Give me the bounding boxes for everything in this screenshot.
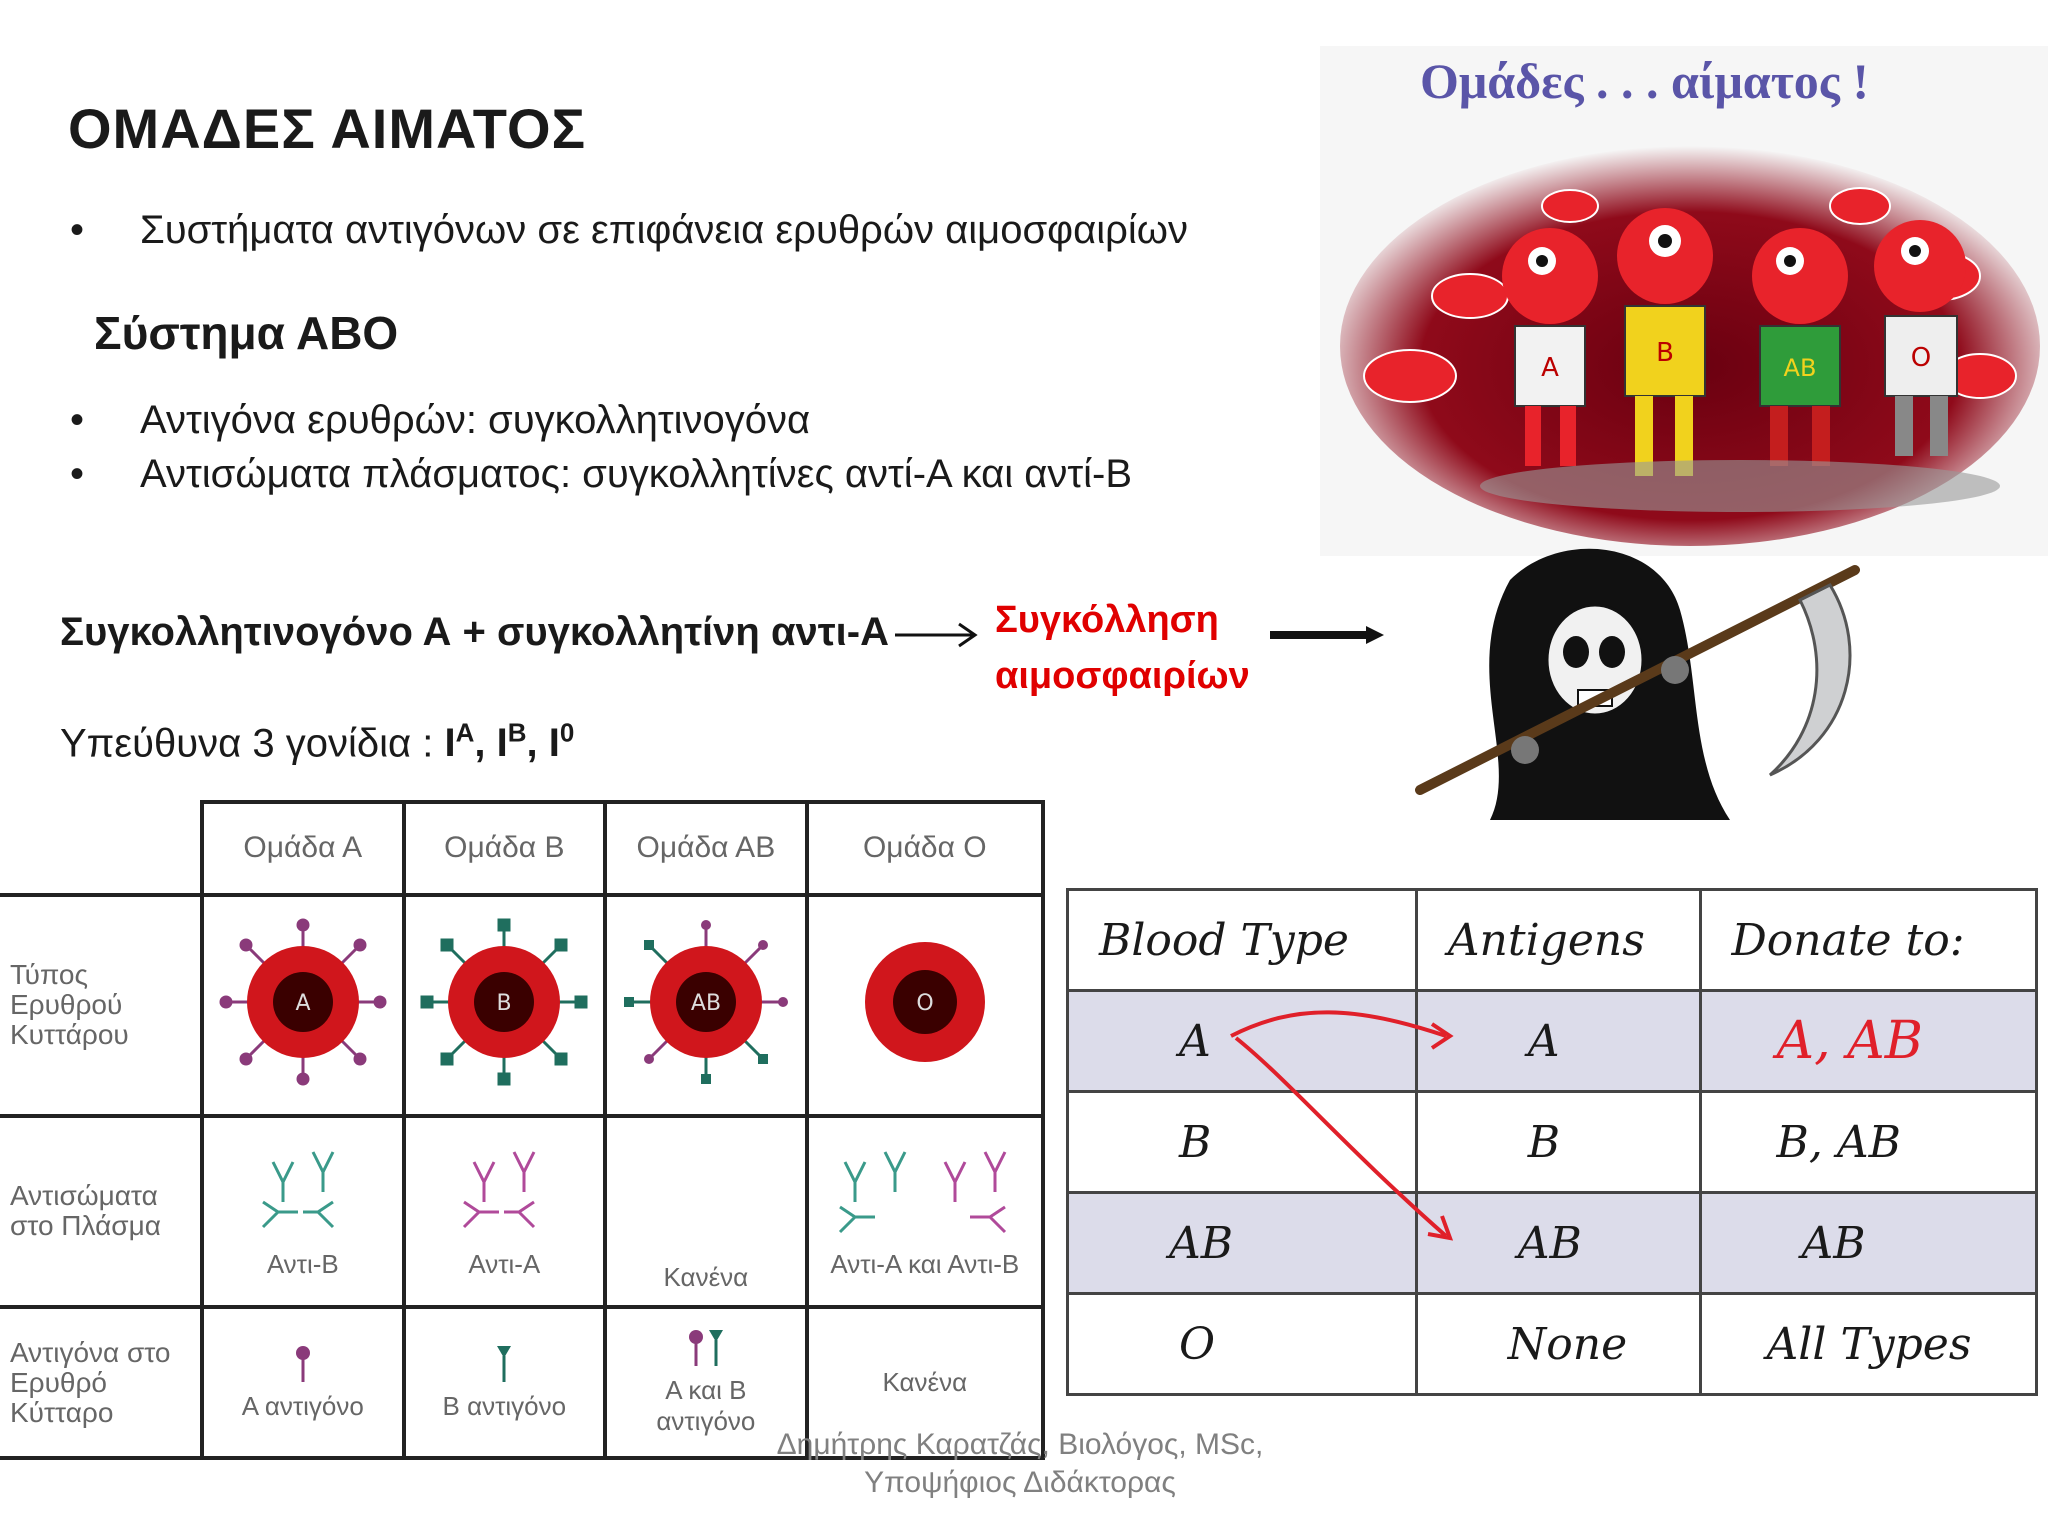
shirt-label-o: O bbox=[1910, 343, 1932, 373]
donate-cell: AB bbox=[1700, 1193, 2036, 1294]
bullet-text: Συστήματα αντιγόνων σε επιφάνεια ερυθρών αιμοσφαιρίων bbox=[140, 208, 1188, 252]
antibody-label: Αντι-Α και Αντι-Β bbox=[830, 1249, 1020, 1280]
col-header: Ομάδα ΑΒ bbox=[605, 802, 807, 895]
row-header: Τύπος Ερυθρού Κυττάρου bbox=[0, 895, 202, 1116]
abo-system-heading: Σύστημα ΑΒΟ bbox=[94, 307, 399, 359]
agglutination-result bbox=[995, 592, 1250, 704]
genes-line: Υπεύθυνα 3 γονίδια : $I^A$, $I^B$, $I^0$ bbox=[60, 718, 575, 766]
col-header: Ομάδα Ο bbox=[807, 802, 1043, 895]
anti-b-antibody-icon bbox=[243, 1142, 363, 1242]
col-header: Ομάδα Α bbox=[202, 802, 404, 895]
reaction-arrow-icon bbox=[895, 620, 980, 650]
shirt-label-ab: AB bbox=[1783, 354, 1817, 382]
antigen-label: Α και Β αντιγόνο bbox=[656, 1375, 756, 1437]
rbc-cell-b bbox=[404, 895, 606, 1116]
blood-type-cell: O bbox=[1068, 1294, 1417, 1395]
bullet-rbc-antigens bbox=[70, 398, 810, 443]
slide-title: ΟΜΑΔΕΣ ΑΙΜΑΤΟΣ bbox=[68, 97, 587, 160]
donate-cell: All Types bbox=[1700, 1294, 2036, 1395]
antigen-cell: AB bbox=[1416, 1193, 1700, 1294]
antibody-cell-b bbox=[404, 1116, 606, 1307]
a-antigen-icon bbox=[288, 1344, 318, 1384]
row-header: Αντιγόνα στο Ερυθρό Κύτταρο bbox=[0, 1307, 202, 1458]
bullet-text: Αντισώματα πλάσματος: συγκολλητίνες αντί-Α και αντί-Β bbox=[140, 452, 1133, 496]
author-footer bbox=[740, 1426, 1300, 1502]
antigen-label: Α αντιγόνο bbox=[241, 1390, 364, 1421]
genes-prefix: Υπεύθυνα 3 γονίδια : bbox=[60, 721, 445, 766]
antibody-cell-ab bbox=[605, 1116, 807, 1307]
bullet-antigen-systems bbox=[70, 208, 1188, 253]
antigen-cell: A bbox=[1416, 991, 1700, 1092]
bullet-text: Αντιγόνα ερυθρών: συγκολλητινογόνα bbox=[140, 398, 811, 442]
svg-text:O: O bbox=[916, 990, 934, 1016]
antibody-label: Αντι-Α bbox=[468, 1249, 541, 1280]
blood-groups-cartoon bbox=[1320, 46, 2048, 556]
antibody-label: Κανένα bbox=[663, 1262, 749, 1293]
col-header: Blood Type bbox=[1068, 890, 1417, 991]
svg-text:AB: AB bbox=[690, 990, 721, 1016]
antibody-cell-o bbox=[807, 1116, 1043, 1307]
row-header: Αντισώματα στο Πλάσμα bbox=[0, 1116, 202, 1307]
ab-antigen-icon bbox=[681, 1328, 731, 1368]
col-header: Antigens bbox=[1416, 890, 1700, 991]
grim-reaper-illustration bbox=[1400, 540, 1880, 840]
reaction-text: Συγκολλητινογόνο Α + συγκολλητίνη αντι-Α bbox=[60, 610, 889, 654]
antigen-cell-a bbox=[202, 1307, 404, 1458]
antigen-cell-b bbox=[404, 1307, 606, 1458]
blood-type-cell: B bbox=[1068, 1092, 1417, 1193]
svg-text:B: B bbox=[496, 990, 512, 1016]
antigen-label: Β αντιγόνο bbox=[442, 1390, 567, 1421]
blood-type-cell: A bbox=[1068, 991, 1417, 1092]
anti-a-and-b-antibody-icon bbox=[825, 1142, 1025, 1242]
abo-groups-table bbox=[0, 800, 1045, 1460]
blood-type-cell: AB bbox=[1068, 1193, 1417, 1294]
donation-arrows-icon bbox=[1066, 888, 2038, 1394]
col-header: Donate to: bbox=[1700, 890, 2036, 991]
antibody-label: Αντι-Β bbox=[266, 1249, 339, 1280]
bullet-plasma-antibodies bbox=[70, 452, 1132, 497]
bullet-symbol: • bbox=[70, 398, 85, 442]
blood-splash-illustration bbox=[1320, 46, 2048, 556]
antigen-cell: B bbox=[1416, 1092, 1700, 1193]
rbc-cell-a bbox=[202, 895, 404, 1116]
rbc-cell-o bbox=[807, 895, 1043, 1116]
blood-type-donation-table bbox=[1066, 888, 2038, 1394]
anti-a-antibody-icon bbox=[444, 1142, 564, 1242]
cartoon-title: Ομάδες . . . αίματος ! bbox=[1420, 53, 1869, 109]
footer-line-1: Δημήτρης Καρατζάς, Βιολόγος, MSc, bbox=[776, 1428, 1264, 1461]
col-header: Ομάδα Β bbox=[404, 802, 606, 895]
rbc-cell-ab bbox=[605, 895, 807, 1116]
antigen-cell: None bbox=[1416, 1294, 1700, 1395]
shirt-label-b: B bbox=[1656, 338, 1674, 368]
antigen-label: Κανένα bbox=[882, 1367, 968, 1398]
donate-cell: A, AB bbox=[1700, 991, 2036, 1092]
bullet-symbol: • bbox=[70, 208, 85, 252]
donate-cell: B, AB bbox=[1700, 1092, 2036, 1193]
shirt-label-a: A bbox=[1541, 353, 1559, 383]
b-antigen-icon bbox=[489, 1344, 519, 1384]
svg-text:A: A bbox=[295, 990, 311, 1016]
table-corner bbox=[0, 802, 202, 895]
antibody-cell-a bbox=[202, 1116, 404, 1307]
death-arrow-icon bbox=[1270, 620, 1385, 650]
result-line-2: αιμοσφαιρίων bbox=[995, 655, 1250, 697]
footer-line-2: Υποψήφιος Διδάκτορας bbox=[864, 1466, 1176, 1499]
result-line-1: Συγκόλληση bbox=[995, 599, 1219, 641]
bullet-symbol: • bbox=[70, 452, 85, 496]
